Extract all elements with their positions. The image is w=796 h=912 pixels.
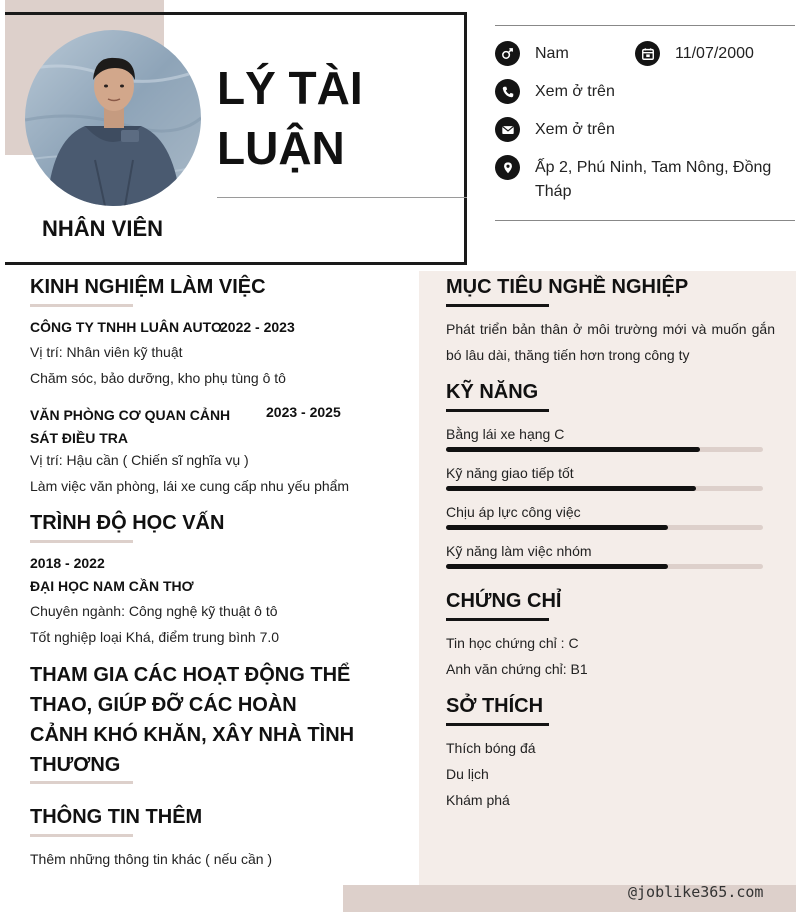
phone-icon xyxy=(495,79,520,104)
experience-heading: KINH NGHIỆM LÀM VIỆC xyxy=(30,276,266,298)
candidate-name-line2: LUẬN xyxy=(217,122,345,174)
skills-heading-underline xyxy=(446,409,549,412)
watermark-text: @joblike365.com xyxy=(628,883,764,901)
skill-1-bar-fill xyxy=(446,447,700,452)
hobbies-heading: SỞ THÍCH xyxy=(446,695,544,717)
birthdate-value: 11/07/2000 xyxy=(675,45,754,62)
skill-4-bar xyxy=(446,564,763,569)
activities-heading-underline xyxy=(30,781,133,784)
skill-2-bar-fill xyxy=(446,486,696,491)
candidate-name xyxy=(217,58,457,178)
skill-1-bar xyxy=(446,447,763,452)
objective-heading: MỤC TIÊU NGHỀ NGHIỆP xyxy=(446,276,689,298)
experience-heading-underline xyxy=(30,304,133,307)
education-period: 2018 - 2022 xyxy=(30,555,105,571)
job-2-company: VĂN PHÒNG CƠ QUAN CẢNH SÁT ĐIỀU TRA xyxy=(30,407,231,446)
certificates-heading: CHỨNG CHỈ xyxy=(446,590,562,612)
skill-1-name: Bằng lái xe hạng C xyxy=(446,426,565,442)
hobby-2: Du lịch xyxy=(446,766,489,782)
skill-2-bar xyxy=(446,486,763,491)
certificate-1: Tin học chứng chỉ : C xyxy=(446,635,579,651)
education-heading-underline xyxy=(30,540,133,543)
contact-top-divider xyxy=(495,25,795,26)
education-major: Chuyên ngành: Công nghệ kỹ thuật ô tô xyxy=(30,603,278,619)
contact-bottom-divider xyxy=(495,220,795,221)
calendar-icon xyxy=(635,41,660,66)
hobby-1: Thích bóng đá xyxy=(446,740,536,756)
job-1-company: CÔNG TY TNHH LUÂN AUTO xyxy=(30,319,222,335)
location-pin-icon xyxy=(495,155,520,180)
email-icon xyxy=(495,117,520,142)
education-grade: Tốt nghiệp loại Khá, điểm trung bình 7.0 xyxy=(30,629,280,645)
profile-photo xyxy=(25,30,201,206)
gender-icon xyxy=(495,41,520,66)
skill-3-bar-fill xyxy=(446,525,668,530)
job-1-position: Vị trí: Nhân viên kỹ thuật xyxy=(30,344,183,360)
skill-4-bar-fill xyxy=(446,564,668,569)
certificates-heading-underline xyxy=(446,618,549,621)
phone-value: Xem ở trên xyxy=(535,83,615,100)
education-school: ĐẠI HỌC NAM CẦN THƠ xyxy=(30,578,194,594)
certificate-2: Anh văn chứng chỉ: B1 xyxy=(446,661,588,677)
objective-heading-underline xyxy=(446,304,549,307)
job-1-description: Chăm sóc, bảo dưỡng, kho phụ tùng ô tô xyxy=(30,370,286,386)
more-info-heading-underline xyxy=(30,834,133,837)
hobby-3: Khám phá xyxy=(446,792,510,808)
job-2-position: Vị trí: Hậu cần ( Chiến sĩ nghĩa vụ ) xyxy=(30,452,249,468)
objective-text: Phát triển bản thân ở môi trường mới và muốn gắn bó lâu dài, thăng tiến hơn trong công ty xyxy=(446,321,775,363)
skill-2-name: Kỹ năng giao tiếp tốt xyxy=(446,465,574,481)
email-value: Xem ở trên xyxy=(535,121,615,138)
skill-3-bar xyxy=(446,525,763,530)
job-2-period: 2023 - 2025 xyxy=(266,404,341,420)
hobbies-heading-underline xyxy=(446,723,549,726)
more-info-text: Thêm những thông tin khác ( nếu cần ) xyxy=(30,851,273,867)
activities-heading: THAM GIA CÁC HOẠT ĐỘNG THỂ THAO, GIÚP ĐỠ CÁC HOÀN CẢNH KHÓ KHĂN, XÂY NHÀ TÌNH THƯƠNG xyxy=(30,664,355,776)
name-divider xyxy=(217,197,467,198)
more-info-heading: THÔNG TIN THÊM xyxy=(30,806,203,828)
skill-3-name: Chịu áp lực công việc xyxy=(446,504,581,520)
candidate-role: NHÂN VIÊN xyxy=(42,216,164,241)
candidate-name-line1: LÝ TÀI xyxy=(217,62,363,114)
job-2-description: Làm việc văn phòng, lái xe cung cấp nhu yếu phẩm xyxy=(30,478,350,494)
skill-4-name: Kỹ năng làm việc nhóm xyxy=(446,543,592,559)
gender-value: Nam xyxy=(535,45,569,62)
address-value: Ấp 2, Phú Ninh, Tam Nông, Đồng Tháp xyxy=(535,159,772,200)
skills-heading: KỸ NĂNG xyxy=(446,381,539,403)
education-heading: TRÌNH ĐỘ HỌC VẤN xyxy=(30,512,225,534)
job-1-period: 2022 - 2023 xyxy=(220,319,295,335)
